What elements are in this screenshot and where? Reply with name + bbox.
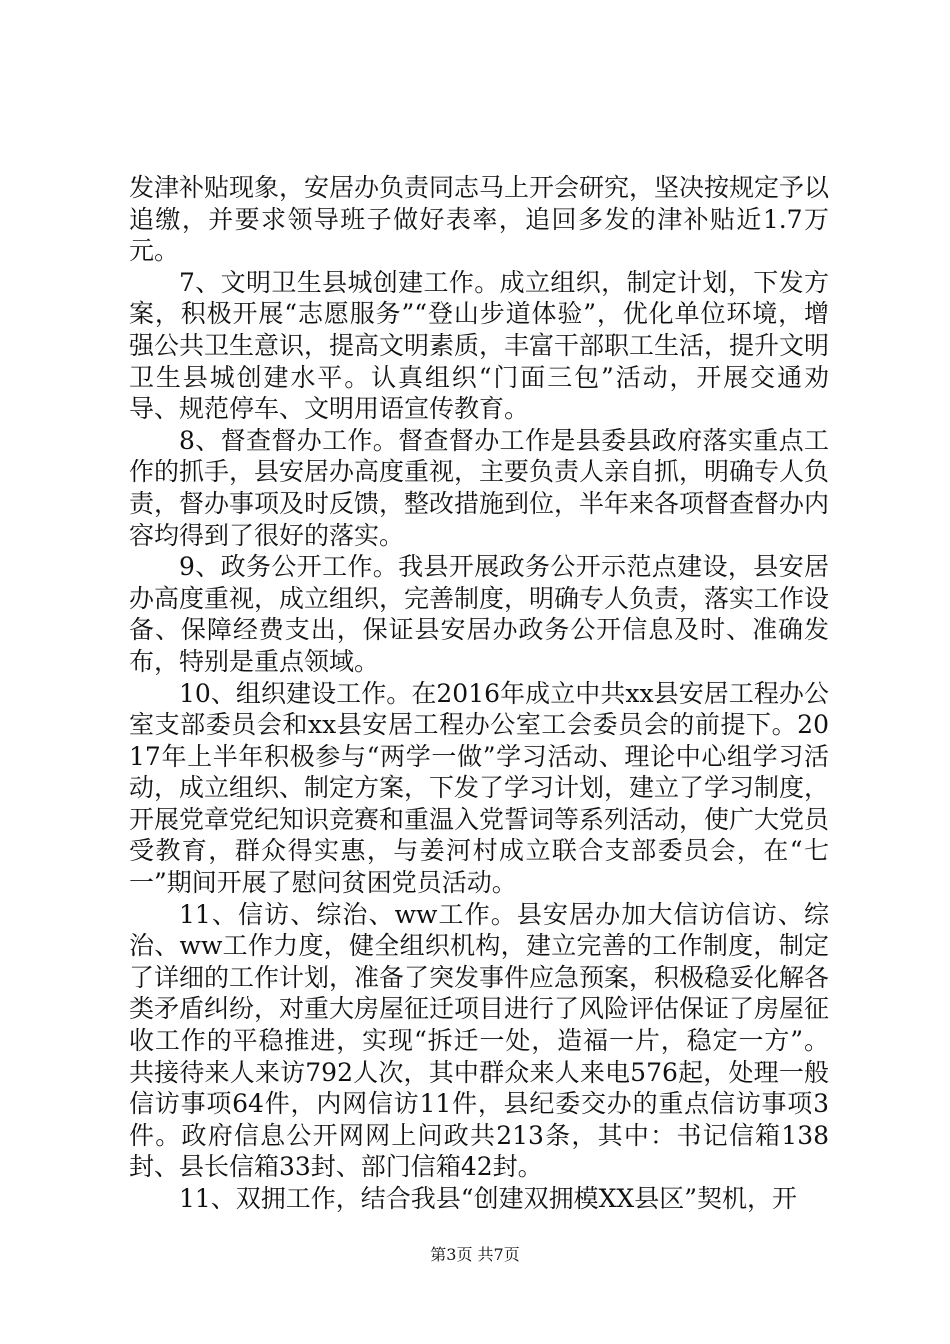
paragraph-double-support: 11、双拥工作，结合我县“创建双拥模XX县区”契机，开	[179, 1184, 797, 1213]
document-body	[129, 172, 829, 1215]
paragraph-civilized-county: 7、文明卫生县城创建工作。成立组织，制定计划，下发方案，积极开展“志愿服务”“登山步道体验”，优化单位环境，增强公共卫生意识，提高文明素质，丰富干部职工生活，提升文明卫生县城创建水平。认真组织“门面三包”活动，开展交通劝导、规范停车、文明用语宣传教育。	[129, 267, 830, 424]
page-footer: 第3页 共7页	[430, 1245, 520, 1264]
paragraph-supervision: 8、督查督办工作。督查督办工作是县委县政府落实重点工作的抓手，县安居办高度重视，主要负责人亲自抓，明确专人负责，督办事项及时反馈，整改措施到位，半年来各项督查督办内容均得到了很好的落实。	[129, 425, 830, 550]
paragraph-petition-work: 11、信访、综治、ww工作。县安居办加大信访信访、综治、ww工作力度，健全组织机构，建立完善的工作制度，制定了详细的工作计划，准备了突发事件应急预案，积极稳妥化解各类矛盾纠纷，对重大房屋征迁项目进行了风险评估保证了房屋征收工作的平稳推进，实现“拆迁一处，造福一片，稳定一方”。共接待来人来访792人次，其中群众来人来电576起，处理一般信访事项64件，内网信访11件，县纪委交办的重点信访事项3件。政府信息公开网网上问政共213条，其中：书记信箱138封、县长信箱33封、部门信箱42封。	[129, 899, 830, 1182]
paragraph-organization-building: 10、组织建设工作。在2016年成立中共xx县安居工程办公室支部委员会和xx县安居工程办公室工会委员会的前提下。2017年上半年积极参与“两学一做”学习活动、理论中心组学习活动，成立组织、制定方案，下发了学习计划，建立了学习制度，开展党章党纪知识竞赛和重温入党誓词等系列活动，使广大党员受教育，群众得实惠，与姜河村成立联合支部委员会，在“七一”期间开展了慰问贫困党员活动。	[129, 678, 830, 898]
paragraph-government-affairs: 9、政务公开工作。我县开展政务公开示范点建设，县安居办高度重视，成立组织，完善制度，明确专人负责，落实工作设备、保障经费支出，保证县安居办政务公开信息及时、准确发布，特别是重点领域。	[129, 552, 830, 676]
paragraph-subsidy-recovery: 发津补贴现象，安居办负责同志马上开会研究，坚决按规定予以追缴，并要求领导班子做好表率，追回多发的津补贴近1.7万元。	[129, 173, 830, 266]
